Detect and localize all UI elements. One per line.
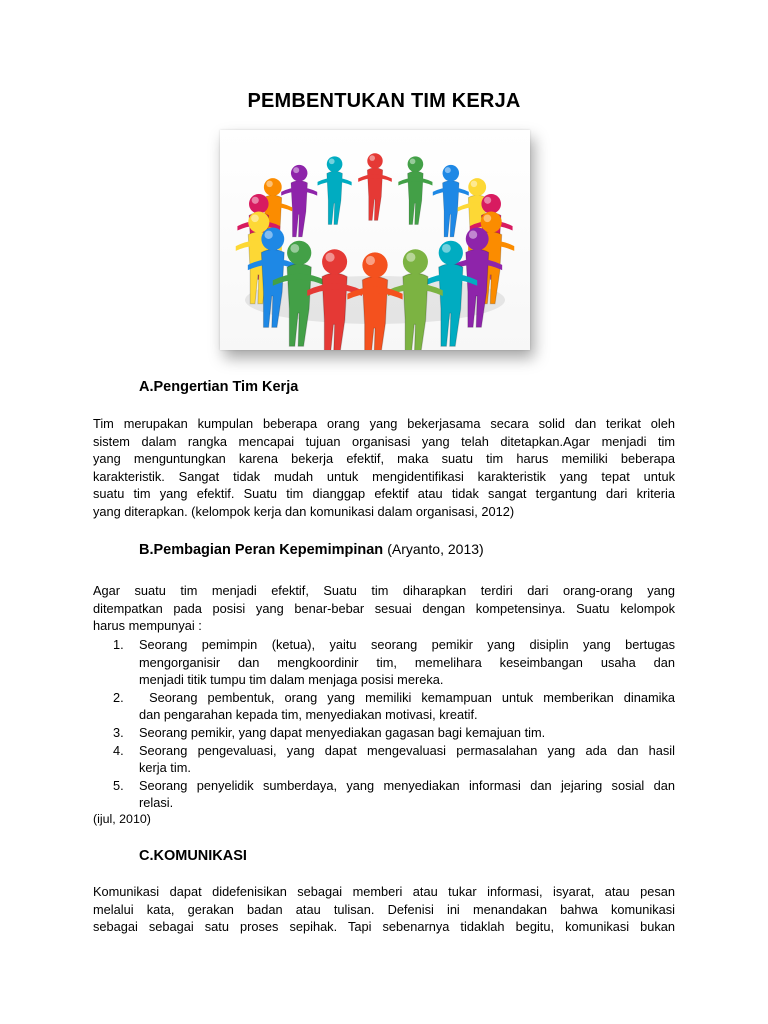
list-line: Seorang pemimpin (ketua), yaitu seorang pemikir yang disiplin yang bertugas: [139, 637, 675, 652]
list-number: 4.: [113, 742, 124, 758]
paragraph-line: Tim merupakan kumpulan beberapa orang yang bekerjasama secara solid dan terikat oleh: [93, 416, 675, 431]
list-line: Seorang pembentuk, orang yang memiliki kemampuan untuk memberikan dinamika: [139, 689, 675, 705]
paragraph-line: yang menguntungkan karena bekerja efektif, maka suatu tim harus memiliki beberapa: [93, 451, 675, 467]
list-item: [93, 742, 675, 777]
section-c-paragraph: [93, 883, 675, 936]
team-figures-image: [220, 130, 530, 350]
paragraph-line: Komunikasi dapat didefenisikan sebagai memberi atau tukar informasi, isyarat, atau pesan: [93, 884, 675, 899]
paragraph-line: karakteristik. Sangat tidak mudah untuk mengidentifikasi karakteristik yang tepat untuk: [93, 468, 675, 484]
person-figure: [433, 165, 469, 237]
list-line: mengorganisir dan mengkoordinir tim, memelihara keseimbangan usaha dan: [139, 654, 675, 670]
section-b-citation: (Aryanto, 2013): [387, 541, 484, 557]
list-line: kerja tim.: [139, 760, 191, 776]
list-number: 3.: [113, 724, 124, 740]
paragraph-line: sebagai sebagai satu proses sepihak. Tapi sebenarnya tidaklah begitu, komunikasi bukan: [93, 919, 675, 935]
person-figure: [398, 156, 432, 224]
person-figure: [358, 153, 392, 220]
person-figure: [281, 165, 317, 237]
list-line: menjadi titik tumpu tim dalam menjaga posisi mereka.: [139, 672, 444, 688]
paragraph-line: harus mempunyai :: [93, 618, 202, 634]
list-item: [93, 636, 675, 689]
team-circle-illustration: [220, 130, 530, 350]
list-item: [93, 777, 675, 812]
list-number: 1.: [113, 637, 124, 652]
list-line: Seorang penyelidik sumberdaya, yang menyediakan informasi dan jejaring sosial dan: [139, 777, 675, 793]
list-line: relasi.: [139, 795, 174, 811]
section-b-title: B.Pembagian Peran Kepemimpinan: [139, 542, 384, 558]
reference-citation: (ijul, 2010): [93, 812, 151, 826]
paragraph-line: suatu tim yang efektif. Suatu tim dianggap efektif atau tidak sangat tergantung dari kriteria: [93, 486, 675, 502]
list-item: [93, 724, 675, 742]
section-c-heading: C.KOMUNIKASI: [139, 848, 247, 864]
list-number: 5.: [113, 777, 124, 793]
person-figure: [318, 156, 352, 224]
section-a-heading: A.Pengertian Tim Kerja: [139, 379, 299, 395]
list-line: Seorang pengevaluasi, yang dapat mengevaluasi permasalahan yang ada dan hasil: [139, 742, 675, 758]
role-list: [93, 636, 675, 812]
list-number: 2.: [113, 689, 124, 705]
paragraph-line: sistem dalam rangka mencapai tujuan organisasi yang telah ditetapkan.Agar menjadi tim: [93, 433, 675, 449]
list-line: dan pengarahan kepada tim, menyediakan motivasi, kreatif.: [139, 707, 478, 723]
list-line: Seorang pemikir, yang dapat menyediakan gagasan bagi kemajuan tim.: [139, 724, 546, 740]
section-b-heading: [139, 541, 484, 558]
list-item: [93, 689, 675, 724]
page-title: PEMBENTUKAN TIM KERJA: [247, 90, 521, 112]
section-b-intro: [93, 582, 675, 635]
paragraph-line: yang diterapkan. (kelompok kerja dan komunikasi dalam organisasi, 2012): [93, 503, 515, 519]
paragraph-line: Agar suatu tim menjadi efektif, Suatu tim diharapkan terdiri dari orang-orang yang: [93, 583, 675, 598]
paragraph-line: melalui kata, gerakan badan atau tulisan. Defenisi ini menandakan bahwa komunikasi: [93, 901, 675, 917]
paragraph-line: ditempatkan pada posisi yang benar-bebar sesuai dengan kompetensinya. Suatu kelompok: [93, 600, 675, 616]
section-a-paragraph: [93, 415, 675, 521]
